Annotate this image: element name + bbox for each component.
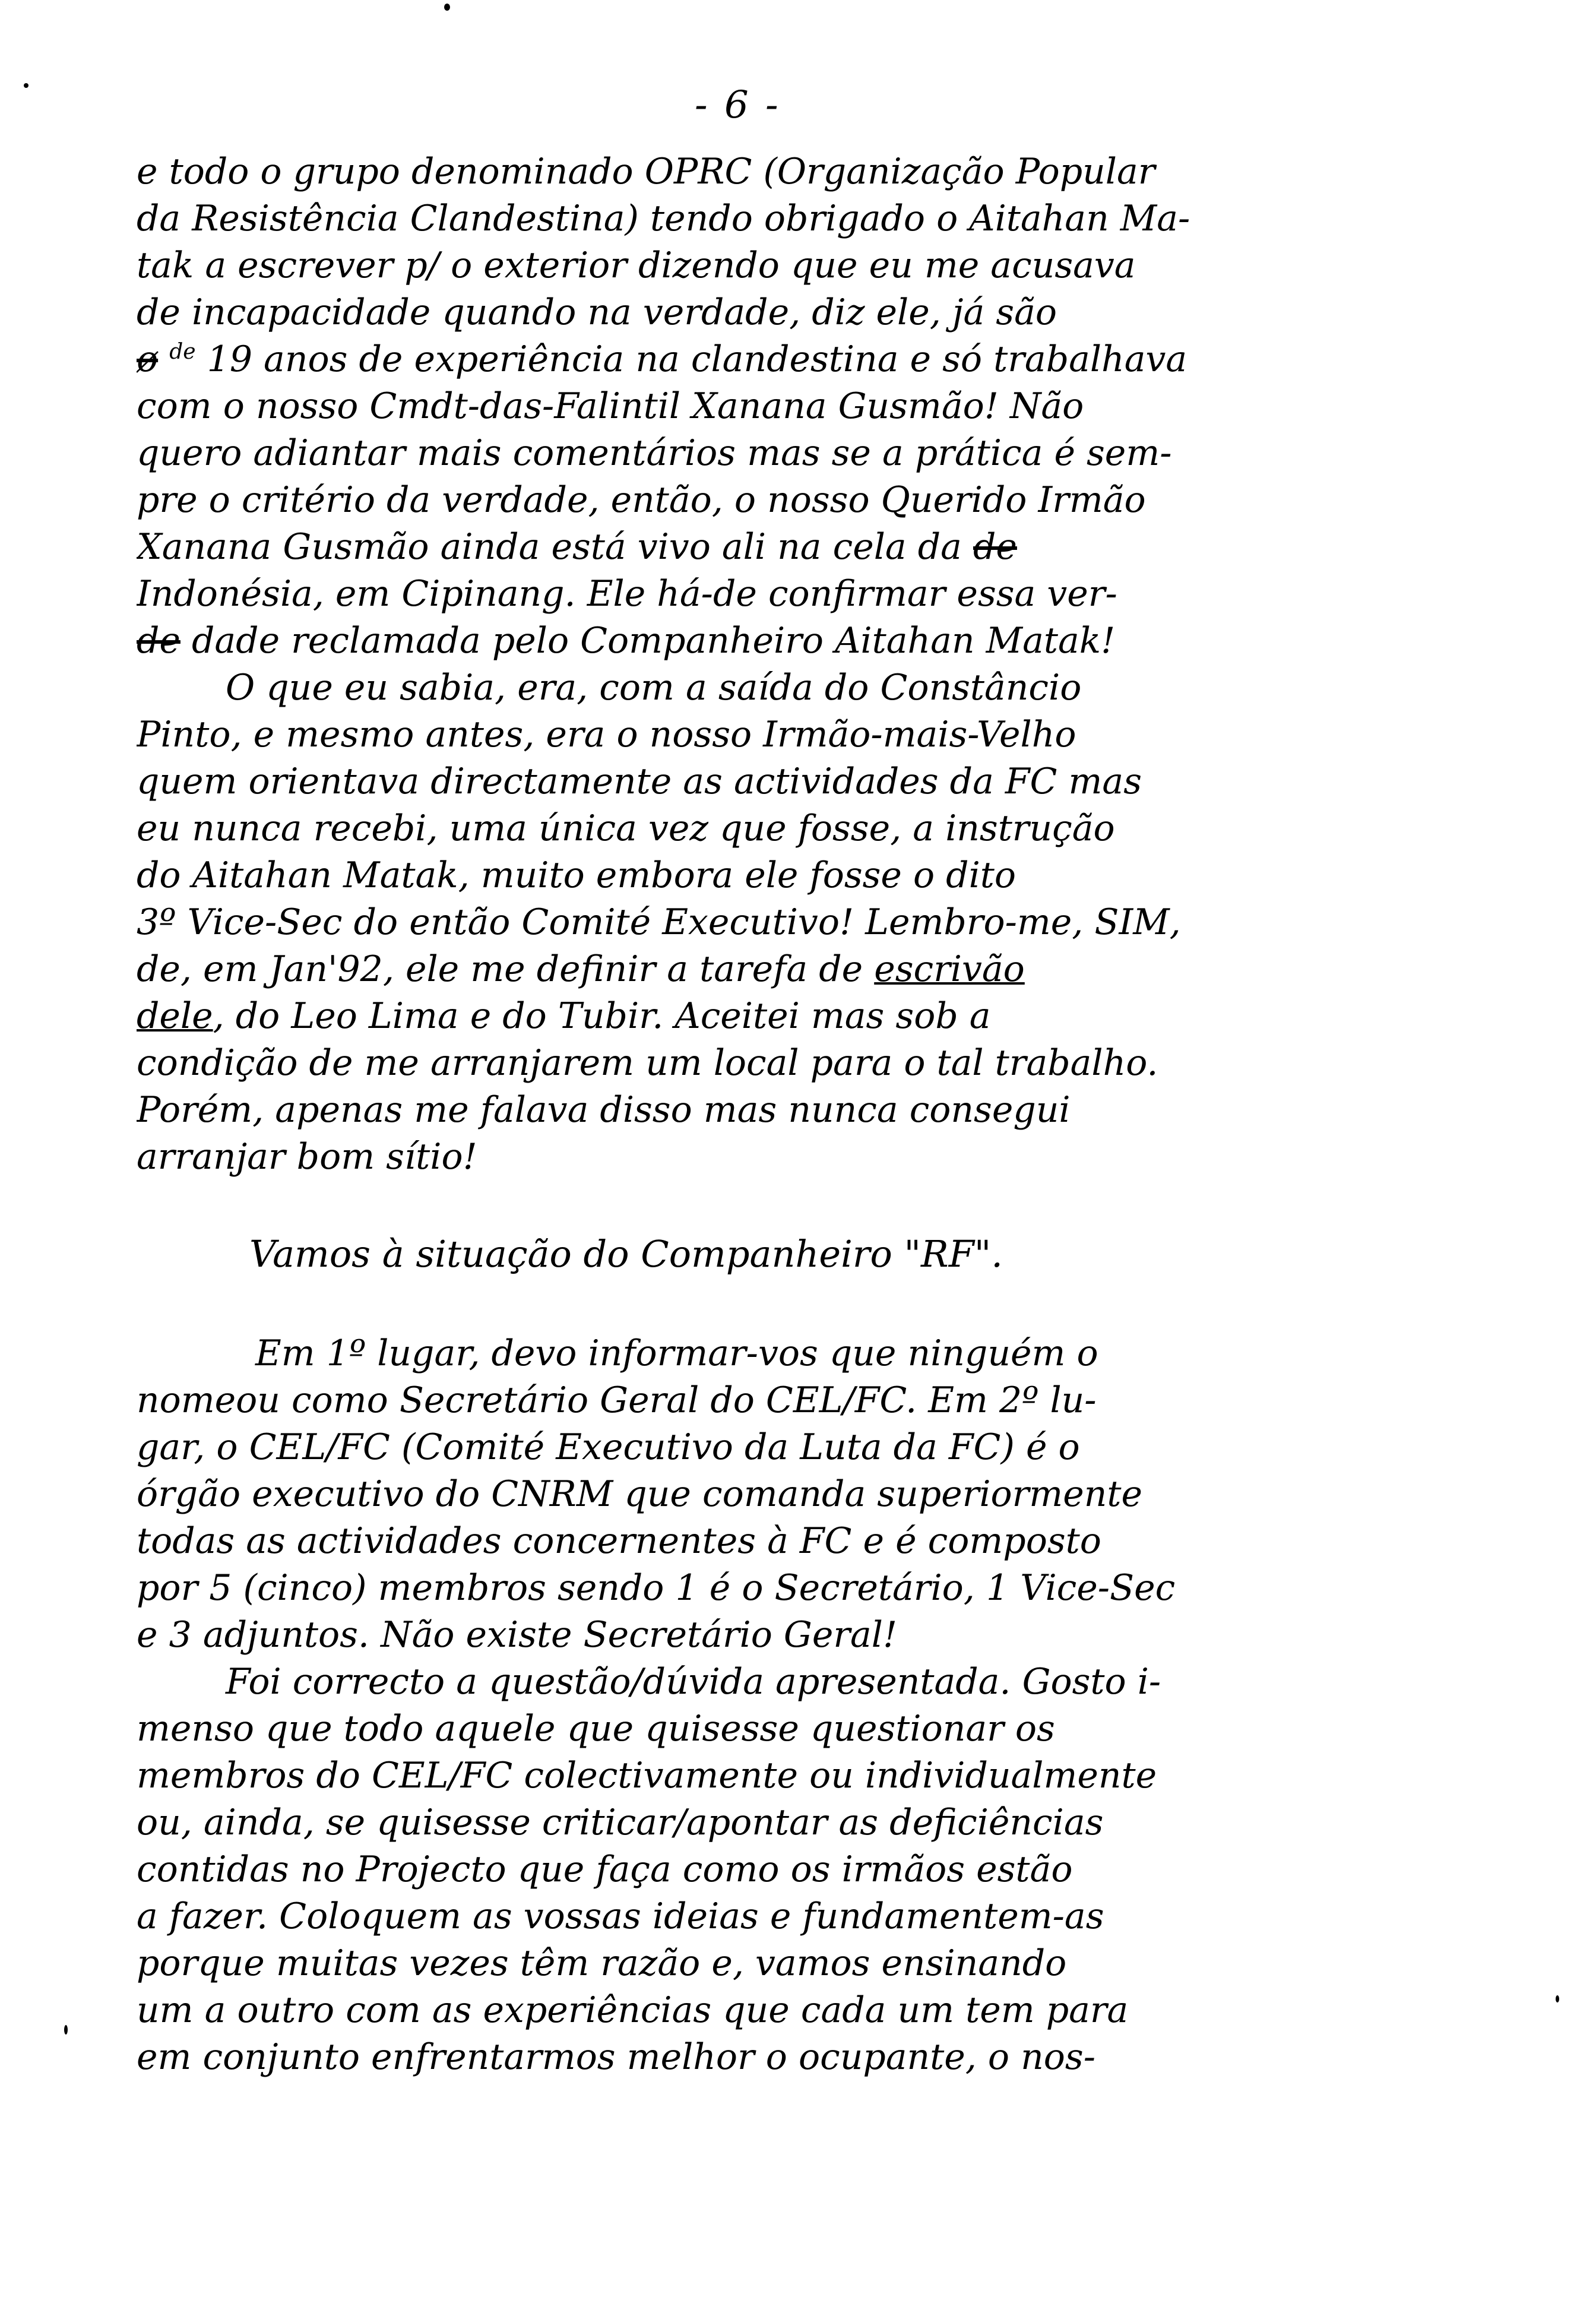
text-line: do Aitahan Matak, muito embora ele fosse o dito (137, 855, 1016, 896)
text-line (137, 946, 1443, 993)
text-line: O que eu sabia, era, com a saída do Constâncio (226, 667, 1082, 708)
text-line: órgão executivo do CNRM que comanda superiormente (137, 1473, 1142, 1515)
text-line-content: de, em Jan'92, ele me definir a tarefa de (137, 948, 875, 990)
text-line: pre o critério da verdade, então, o nosso Querido Irmão (137, 479, 1146, 521)
body-text-bottom (137, 1330, 1443, 2081)
text-line: arranjar bom sítio! (137, 1136, 477, 1178)
page-number: - 6 - (695, 83, 781, 127)
section-subheading: Vamos à situação do Companheiro "RF". (249, 1232, 1003, 1276)
text-line: Porém, apenas me falava disso mas nunca consegui (137, 1089, 1071, 1131)
text-line-content: 19 anos de experiência na clandestina e só trabalhava (207, 338, 1188, 380)
text-line: nomeou como Secretário Geral do CEL/FC. Em 2º lu- (137, 1380, 1097, 1421)
text-line: eu nunca recebi, uma única vez que fosse, a instrução (137, 808, 1115, 849)
struck-mark: de (137, 620, 180, 662)
scan-speck (1556, 1995, 1559, 2002)
text-line: porque muitas vezes têm razão e, vamos ensinando (137, 1942, 1067, 1984)
scan-speck (64, 2025, 68, 2035)
text-line: de incapacidade quando na verdade, diz ele, já são (137, 292, 1057, 333)
text-line-content: dade reclamada pelo Companheiro Aitahan Matak! (192, 620, 1116, 662)
text-line (137, 524, 1443, 571)
text-line: Pinto, e mesmo antes, era o nosso Irmão-mais-Velho (137, 714, 1076, 755)
text-line (137, 993, 1443, 1040)
text-line: Em 1º lugar, devo informar-vos que ninguém o (255, 1333, 1098, 1374)
text-line: quem orientava directamente as actividades da FC mas (137, 761, 1142, 802)
struck-mark: ø (137, 338, 159, 380)
text-line: membros do CEL/FC colectivamente ou individualmente (137, 1755, 1157, 1796)
text-line: menso que todo aquele que quisesse questionar os (137, 1708, 1055, 1749)
text-line: em conjunto enfrentarmos melhor o ocupante, o nos- (137, 2036, 1095, 2078)
text-line: um a outro com as experiências que cada um tem para (137, 1989, 1129, 2031)
text-line: da Resistência Clandestina) tendo obrigado o Aitahan Ma- (137, 198, 1190, 239)
text-line: contidas no Projecto que faça como os irmãos estão (137, 1849, 1073, 1890)
text-line: Indonésia, em Cipinang. Ele há-de confirmar essa ver- (137, 573, 1117, 615)
text-line: a fazer. Coloquem as vossas ideias e fundamentem-as (137, 1896, 1104, 1937)
text-line: tak a escrever p/ o exterior dizendo que eu me acusava (137, 245, 1136, 286)
text-line: 3º Vice-Sec do então Comité Executivo! Lembro-me, SIM, (137, 901, 1181, 943)
text-line: e 3 adjuntos. Não existe Secretário Geral! (137, 1614, 898, 1656)
inserted-word: de (169, 340, 196, 364)
text-line: Foi correcto a questão/dúvida apresentada. Gosto i- (226, 1661, 1161, 1703)
text-line: todas as actividades concernentes à FC e é composto (137, 1520, 1101, 1562)
struck-mark: de (973, 526, 1017, 568)
text-line: e todo o grupo denominado OPRC (Organização Popular (137, 151, 1155, 192)
text-line: por 5 (cinco) membros sendo 1 é o Secretário, 1 Vice-Sec (137, 1567, 1176, 1609)
scan-speck (24, 83, 28, 88)
text-line-content: , do Leo Lima e do Tubir. Aceitei mas sob a (213, 995, 991, 1037)
scan-speck (444, 4, 450, 11)
body-text-top (137, 148, 1443, 1181)
text-line (137, 336, 1443, 383)
text-line: quero adiantar mais comentários mas se a prática é sem- (137, 432, 1172, 474)
text-line: condição de me arranjarem um local para o tal trabalho. (137, 1042, 1158, 1084)
text-line: com o nosso Cmdt-das-Falintil Xanana Gusmão! Não (137, 385, 1084, 427)
underlined-word: escrivão (874, 948, 1025, 990)
underlined-word: dele (137, 995, 213, 1037)
text-line: gar, o CEL/FC (Comité Executivo da Luta da FC) é o (137, 1426, 1080, 1468)
text-line: ou, ainda, se quisesse criticar/apontar as deficiências (137, 1802, 1104, 1843)
text-line-content: Xanana Gusmão ainda está vivo ali na cela da (137, 526, 962, 568)
text-line (137, 618, 1443, 665)
